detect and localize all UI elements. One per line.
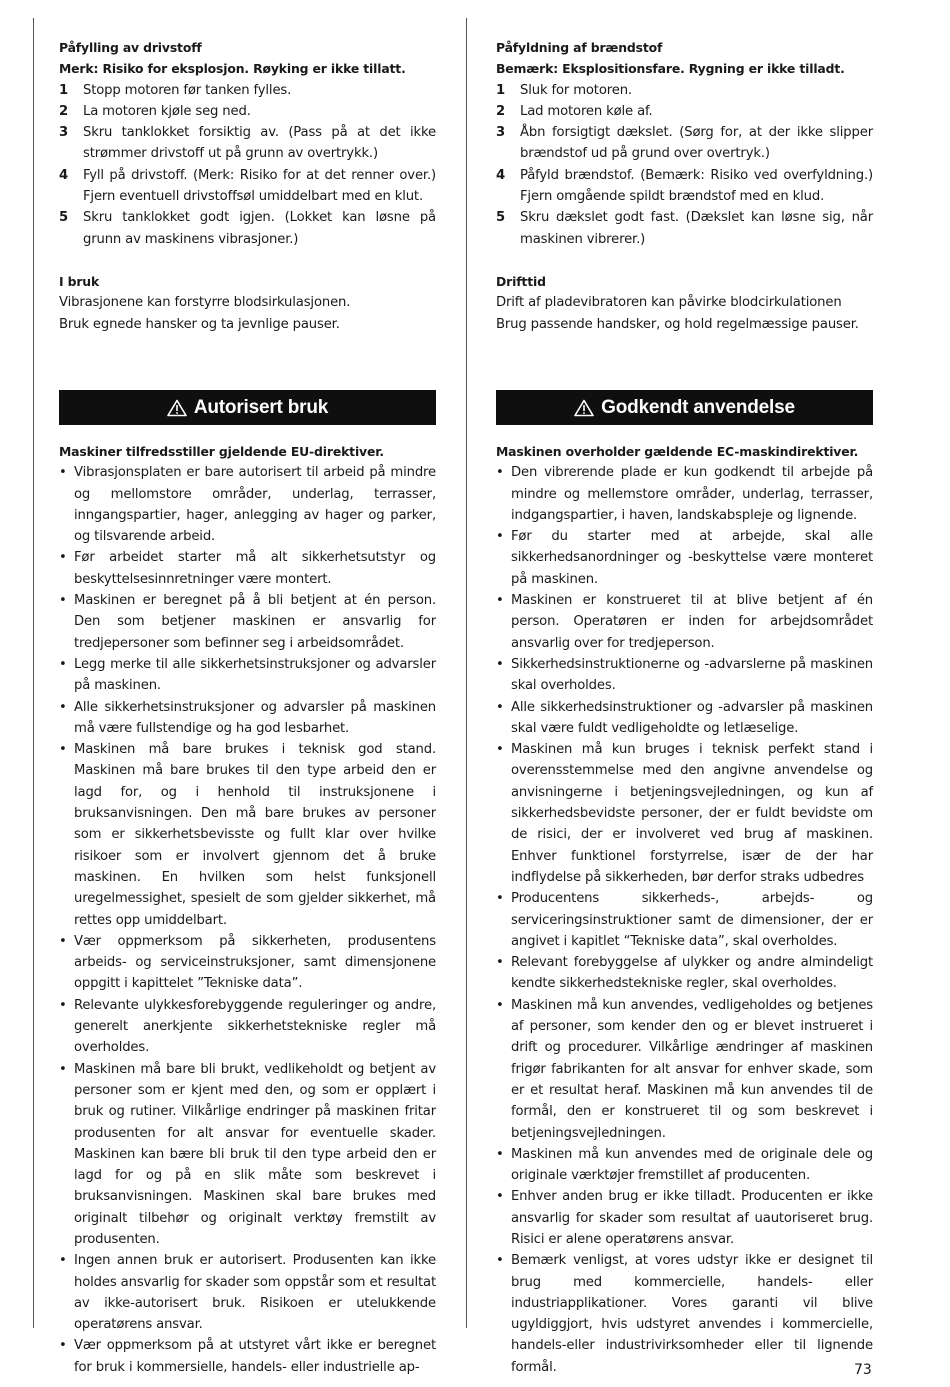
- step-text: Åbn forsigtigt dækslet. (Sørg for, at der ikke slipper brændstof ud på grund over overtryk.): [520, 125, 873, 162]
- bullet-text: Enhver anden brug er ikke tilladt. Producenten er ikke ansvarlig for skader som resultat af uautoriseret brug. Risici er alene operatørens ansvar.: [511, 1189, 873, 1247]
- list-item: • Maskinen må kun anvendes, vedligeholdes og betjenes af personer, som kender den og er blevet instrueret i drift og procedurer. Vilkårlige ændringer af maskinen frigør fabrikanten for alt ansvar for enhver skade, som er et resultat heraf. Maskinen må kun anvendes til de formål, den er konstrueret til og som beskrevet i betjeningsvejledningen.: [496, 995, 873, 1144]
- step-text: Skru tanklokket forsiktig av. (Pass på at det ikke strømmer drivstoff ut på grunn av overtrykk.): [83, 125, 436, 162]
- step-number: 4: [59, 167, 69, 183]
- step-number: 1: [59, 82, 69, 98]
- list-item: • Relevante ulykkesforebyggende reguleringer og andre, generelt anerkjente sikkerhetstekniske regler må overholdes.: [59, 995, 436, 1059]
- left-banner-title: Autorisert bruk: [193, 396, 329, 418]
- step-number: 1: [496, 82, 506, 98]
- step-text: Skru dækslet godt fast. (Dækslet kan løsne sig, når maskinen vibrerer.): [520, 210, 873, 247]
- right-fuel-warning: Bemærk: Eksplositionsfare. Rygning er ikke tilladt.: [496, 61, 845, 77]
- list-item: • Vibrasjonsplaten er bare autorisert til arbeid på mindre og mellomstore områder, underlag, terrasser, inngangspartier, hager, anlegging av hager og parker, og tilsvarende arbeid.: [59, 462, 436, 547]
- list-item: [59, 165, 436, 208]
- left-use-line: Bruk egnede hansker og ta jevnlige pauser.: [59, 316, 340, 332]
- bullet-text: Relevant forebyggelse af ulykker og andre almindeligt kendte sikkerhedstekniske regler, skal overholdes.: [511, 955, 873, 992]
- warning-triangle-icon: [574, 399, 594, 417]
- bullet-text: Legg merke til alle sikkerhetsinstruksjoner og advarsler på maskinen.: [74, 656, 436, 694]
- list-item: [496, 122, 873, 165]
- bullet-text: Producentens sikkerheds-, arbejds- og serviceringsinstruktioner samt de dimensioner, der er angivet i kapitlet “Tekniske data”, skal overholdes.: [511, 891, 873, 949]
- list-item: • Før du starter med at arbejde, skal alle sikkerhedsanordninger og -beskyttelse være monteret på maskinen.: [496, 526, 873, 590]
- step-number: 2: [59, 103, 69, 119]
- step-text: Lad motoren køle af.: [520, 103, 653, 119]
- list-item: • Før arbeidet starter må alt sikkerhetsutstyr og beskyttelsesinnretninger være montert.: [59, 547, 436, 590]
- list-item: • Maskinen er beregnet på å bli betjent at én person. Den som betjener maskinen er ansvarlig for tredjepersoner som befinner seg i arbeidsområdet.: [59, 590, 436, 654]
- list-item: • Maskinen må kun bruges i teknisk perfekt stand i overensstemmelse med den angivne anvendelse og anvisningerne i betjeningsvejledningen, og kun af sikkerhedsbevidste personer, der er fuldt bevidste om de risici, der er involveret ved brug af maskinen. Enhver funktionel forstyrrelse, især de der har indflydelse på sikkerheden, bør derfor straks udbedres: [496, 739, 873, 888]
- bullet-text: Maskinen må kun anvendes med de originale dele og originale værktøjer fremstillet af producenten.: [511, 1146, 873, 1184]
- bullet-text: Sikkerhedsinstruktionerne og -advarslerne på maskinen skal overholdes.: [511, 656, 873, 694]
- step-text: Skru tanklokket godt igjen. (Lokket kan løsne på grunn av maskinens vibrasjoner.): [83, 210, 436, 247]
- step-text: Sluk for motoren.: [520, 82, 632, 98]
- bullet-text: Maskinen er beregnet på å bli betjent at én person. Den som betjener maskinen er ansvarlig for tredjepersoner som befinner seg i arbeidsområdet.: [74, 593, 436, 651]
- left-authorized-use-section: [59, 441, 436, 1378]
- page-number: 73: [854, 1362, 872, 1378]
- bullet-text: Maskinen må bare brukes i teknisk god stand. Maskinen må bare brukes til den type arbeid den er lagd for, og i henhold til instruksjonene i bruksanvisningen. Den må bare brukes av personer som er sikkerhetsbevisste og fullt klar over hvilke risikoer som er involvert gjennom det å bruke maskinen. En hvilken som helst funksjonell uregelmessighet, spesielt de som gjelder sikkerhet, må rettes opp umiddelbart.: [74, 742, 436, 928]
- bullet-text: Maskinen må kun bruges i teknisk perfekt stand i overensstemmelse med den angivne anvendelse og anvisningerne i betjeningsvejledningen, og kun af sikkerhedsbevidste personer, der er fuldt bevidste om de risici, der er involveret ved brug af maskinen. Enhver funktionel forstyrrelse, især de der har indflydelse på sikkerheden, bør derfor straks udbedres: [511, 742, 873, 885]
- list-item: [59, 207, 436, 250]
- left-margin-rule: [33, 18, 34, 1328]
- right-approved-use-section: [496, 441, 873, 1378]
- list-item: [496, 101, 873, 122]
- list-item: • Vær oppmerksom på sikkerheten, produsentens arbeids- og serviceinstruksjoner, samt dimensjonene oppgitt i kapittelet ”Tekniske data”.: [59, 931, 436, 995]
- step-text: Fyll på drivstoff. (Merk: Risiko for at det renner over.) Fjern eventuell drivstoffsøl umiddelbart med en klut.: [83, 167, 436, 205]
- list-item: [496, 207, 873, 250]
- right-use-title: Drifttid: [496, 273, 546, 289]
- bullet-text: Før arbeidet starter må alt sikkerhetsutstyr og beskyttelsesinnretninger være montert.: [74, 550, 436, 587]
- left-use-title: I bruk: [59, 273, 100, 289]
- bullet-text: Alle sikkerhedsinstruktioner og -advarsler på maskinen skal være fuldt vedligeholdte og letlæselige.: [511, 699, 873, 736]
- right-section-banner: [496, 390, 873, 425]
- bullet-text: Maskinen er konstrueret til at blive betjent af én person. Operatøren er inden for arbejdsområdet ansvarlig over for tredjeperson.: [511, 593, 873, 651]
- left-bullet-list: [59, 462, 436, 1378]
- bullet-text: Vær oppmerksom på sikkerheten, produsentens arbeids- og serviceinstruksjoner, samt dimensjonene oppgitt i kapittelet ”Tekniske data”.: [74, 933, 436, 992]
- bullet-text: Den vibrerende plade er kun godkendt til arbejde på mindre og mellemstore områder, underlag, terrasser, indgangspartier, i haven, landskabspleje og lignende.: [511, 465, 873, 523]
- step-text: Påfyld brændstof. (Bemærk: Risiko ved overfyldning.) Fjern omgående spildt brændstof med en klud.: [520, 167, 873, 205]
- list-item: • Alle sikkerhetsinstruksjoner og advarsler på maskinen må være fullstendige og ha god lesbarhet.: [59, 697, 436, 740]
- left-section-banner: [59, 390, 436, 425]
- left-fuel-steps: [59, 80, 436, 250]
- step-number: 5: [496, 210, 506, 226]
- list-item: • Ingen annen bruk er autorisert. Produsenten kan ikke holdes ansvarlig for skader som oppstår som et resultat av ikke-autorisert bruk. Risikoen er utelukkende operatørens ansvar.: [59, 1250, 436, 1335]
- list-item: • Bemærk venligst, at vores udstyr ikke er designet til brug med kommercielle, handels- eller industriapplikationer. Vores garanti vil blive ugyldiggjort, hvis udstyret anvendes i kommercielle, handels-eller industrivirksomheder eller til lignende formål.: [496, 1250, 873, 1378]
- left-fuel-warning: Merk: Risiko for eksplosjon. Røyking er ikke tillatt.: [59, 61, 406, 77]
- left-fuel-section: [59, 37, 436, 335]
- right-fuel-steps: [496, 80, 873, 250]
- list-item: [59, 101, 436, 122]
- left-fuel-title: Påfylling av drivstoff: [59, 40, 202, 55]
- bullet-text: Maskinen må bare bli brukt, vedlikeholdt og betjent av personer som er kjent med den, og som er opplært i bruk og rutiner. Vilkårlige endringer på maskinen fritar produsenten for alt ansvar for eventuelle skader. Maskinen kan bære bli bruk til den type arbeid den er lagd for og på en slik måte som beskrevet i bruksanvisningen. Maskinen skal bare brukes med originalt tilbehør og originalt verktøy fremstilt av produsenten.: [74, 1061, 436, 1247]
- bullet-text: Vær oppmerksom på at utstyret vårt ikke er beregnet for bruk i kommersielle, handels- eller industrielle ap-: [74, 1338, 436, 1375]
- list-item: [59, 122, 436, 165]
- list-item: • Legg merke til alle sikkerhetsinstruksjoner og advarsler på maskinen.: [59, 654, 436, 697]
- step-number: 2: [496, 103, 506, 119]
- right-directive: Maskinen overholder gældende EC-maskindirektiver.: [496, 444, 859, 459]
- step-number: 4: [496, 167, 506, 183]
- right-use-line: Drift af pladevibratoren kan påvirke blodcirkulationen: [496, 295, 842, 311]
- list-item: [496, 80, 873, 101]
- step-number: 3: [496, 125, 506, 141]
- list-item: • Alle sikkerhedsinstruktioner og -advarsler på maskinen skal være fuldt vedligeholdte og letlæselige.: [496, 697, 873, 740]
- list-item: • Maskinen må kun anvendes med de originale dele og originale værktøjer fremstillet af producenten.: [496, 1144, 873, 1187]
- list-item: • Enhver anden brug er ikke tilladt. Producenten er ikke ansvarlig for skader som resultat af uautoriseret brug. Risici er alene operatørens ansvar.: [496, 1186, 873, 1250]
- column-divider: [466, 18, 467, 1328]
- step-text: La motoren kjøle seg ned.: [83, 103, 251, 119]
- bullet-text: Alle sikkerhetsinstruksjoner og advarsler på maskinen må være fullstendige og ha god lesbarhet.: [74, 699, 436, 736]
- warning-triangle-icon: [167, 399, 187, 417]
- bullet-text: Vibrasjonsplaten er bare autorisert til arbeid på mindre og mellomstore områder, underlag, terrasser, inngangspartier, hager, anlegging av hager og parker, og tilsvarende arbeid.: [74, 465, 436, 545]
- list-item: • Maskinen er konstrueret til at blive betjent af én person. Operatøren er inden for arbejdsområdet ansvarlig over for tredjeperson.: [496, 590, 873, 654]
- right-use-line: Brug passende handsker, og hold regelmæssige pauser.: [496, 316, 859, 332]
- list-item: • Sikkerhedsinstruktionerne og -advarslerne på maskinen skal overholdes.: [496, 654, 873, 697]
- right-fuel-section: [496, 37, 873, 335]
- list-item: • Maskinen må bare brukes i teknisk god stand. Maskinen må bare brukes til den type arbeid den er lagd for, og i henhold til instruksjonene i bruksanvisningen. Den må bare brukes av personer som er sikkerhetsbevisste og fullt klar over hvilke risikoer som er involvert gjennom det å bruke maskinen. En hvilken som helst funksjonell uregelmessighet, spesielt de som gjelder sikkerhet, må rettes opp umiddelbart.: [59, 739, 436, 931]
- right-bullet-list: [496, 462, 873, 1378]
- list-item: • Maskinen må bare bli brukt, vedlikeholdt og betjent av personer som er kjent med den, og som er opplært i bruk og rutiner. Vilkårlige endringer på maskinen fritar produsenten for alt ansvar for eventuelle skader. Maskinen kan bære bli bruk til den type arbeid den er lagd for og på en slik måte som beskrevet i bruksanvisningen. Maskinen skal bare brukes med originalt tilbehør og originalt verktøy fremstilt av produsenten.: [59, 1059, 436, 1251]
- bullet-text: Maskinen må kun anvendes, vedligeholdes og betjenes af personer, som kender den og er blevet instrueret i drift og procedurer. Vilkårlige ændringer af maskinen frigør fabrikanten for alt ansvar for enhver skade, som er et resultat heraf. Maskinen må kun anvendes til de formål, den er konstrueret til og som beskrevet i betjeningsvejledningen.: [511, 997, 873, 1141]
- left-directive: Maskiner tilfredsstiller gjeldende EU-direktiver.: [59, 444, 384, 459]
- list-item: • Vær oppmerksom på at utstyret vårt ikke er beregnet for bruk i kommersielle, handels- eller industrielle ap-: [59, 1335, 436, 1378]
- step-number: 5: [59, 210, 69, 226]
- list-item: [59, 80, 436, 101]
- bullet-text: Ingen annen bruk er autorisert. Produsenten kan ikke holdes ansvarlig for skader som oppstår som et resultat av ikke-autorisert bruk. Risikoen er utelukkende operatørens ansvar.: [74, 1253, 436, 1333]
- right-banner-title: Godkendt anvendelse: [601, 396, 795, 418]
- bullet-text: Bemærk venligst, at vores udstyr ikke er designet til brug med kommercielle, handels- eller industriapplikationer. Vores garanti vil blive ugyldiggjort, hvis udstyret anvendes i kommercielle, handels-eller industrivirksomheder eller til lignende formål.: [511, 1253, 873, 1375]
- list-item: [496, 165, 873, 208]
- step-number: 3: [59, 125, 69, 141]
- bullet-text: Relevante ulykkesforebyggende reguleringer og andre, generelt anerkjente sikkerhetstekniske regler må overholdes.: [74, 997, 436, 1056]
- right-fuel-title: Påfyldning af brændstof: [496, 40, 663, 55]
- list-item: • Producentens sikkerheds-, arbejds- og serviceringsinstruktioner samt de dimensioner, der er angivet i kapitlet “Tekniske data”, skal overholdes.: [496, 888, 873, 952]
- step-text: Stopp motoren før tanken fylles.: [83, 82, 292, 98]
- left-use-line: Vibrasjonene kan forstyrre blodsirkulasjonen.: [59, 295, 351, 311]
- bullet-text: Før du starter med at arbejde, skal alle sikkerhedsanordninger og -beskyttelse være monteret på maskinen.: [511, 529, 873, 587]
- list-item: • Relevant forebyggelse af ulykker og andre almindeligt kendte sikkerhedstekniske regler, skal overholdes.: [496, 952, 873, 995]
- list-item: • Den vibrerende plade er kun godkendt til arbejde på mindre og mellemstore områder, underlag, terrasser, indgangspartier, i haven, landskabspleje og lignende.: [496, 462, 873, 526]
